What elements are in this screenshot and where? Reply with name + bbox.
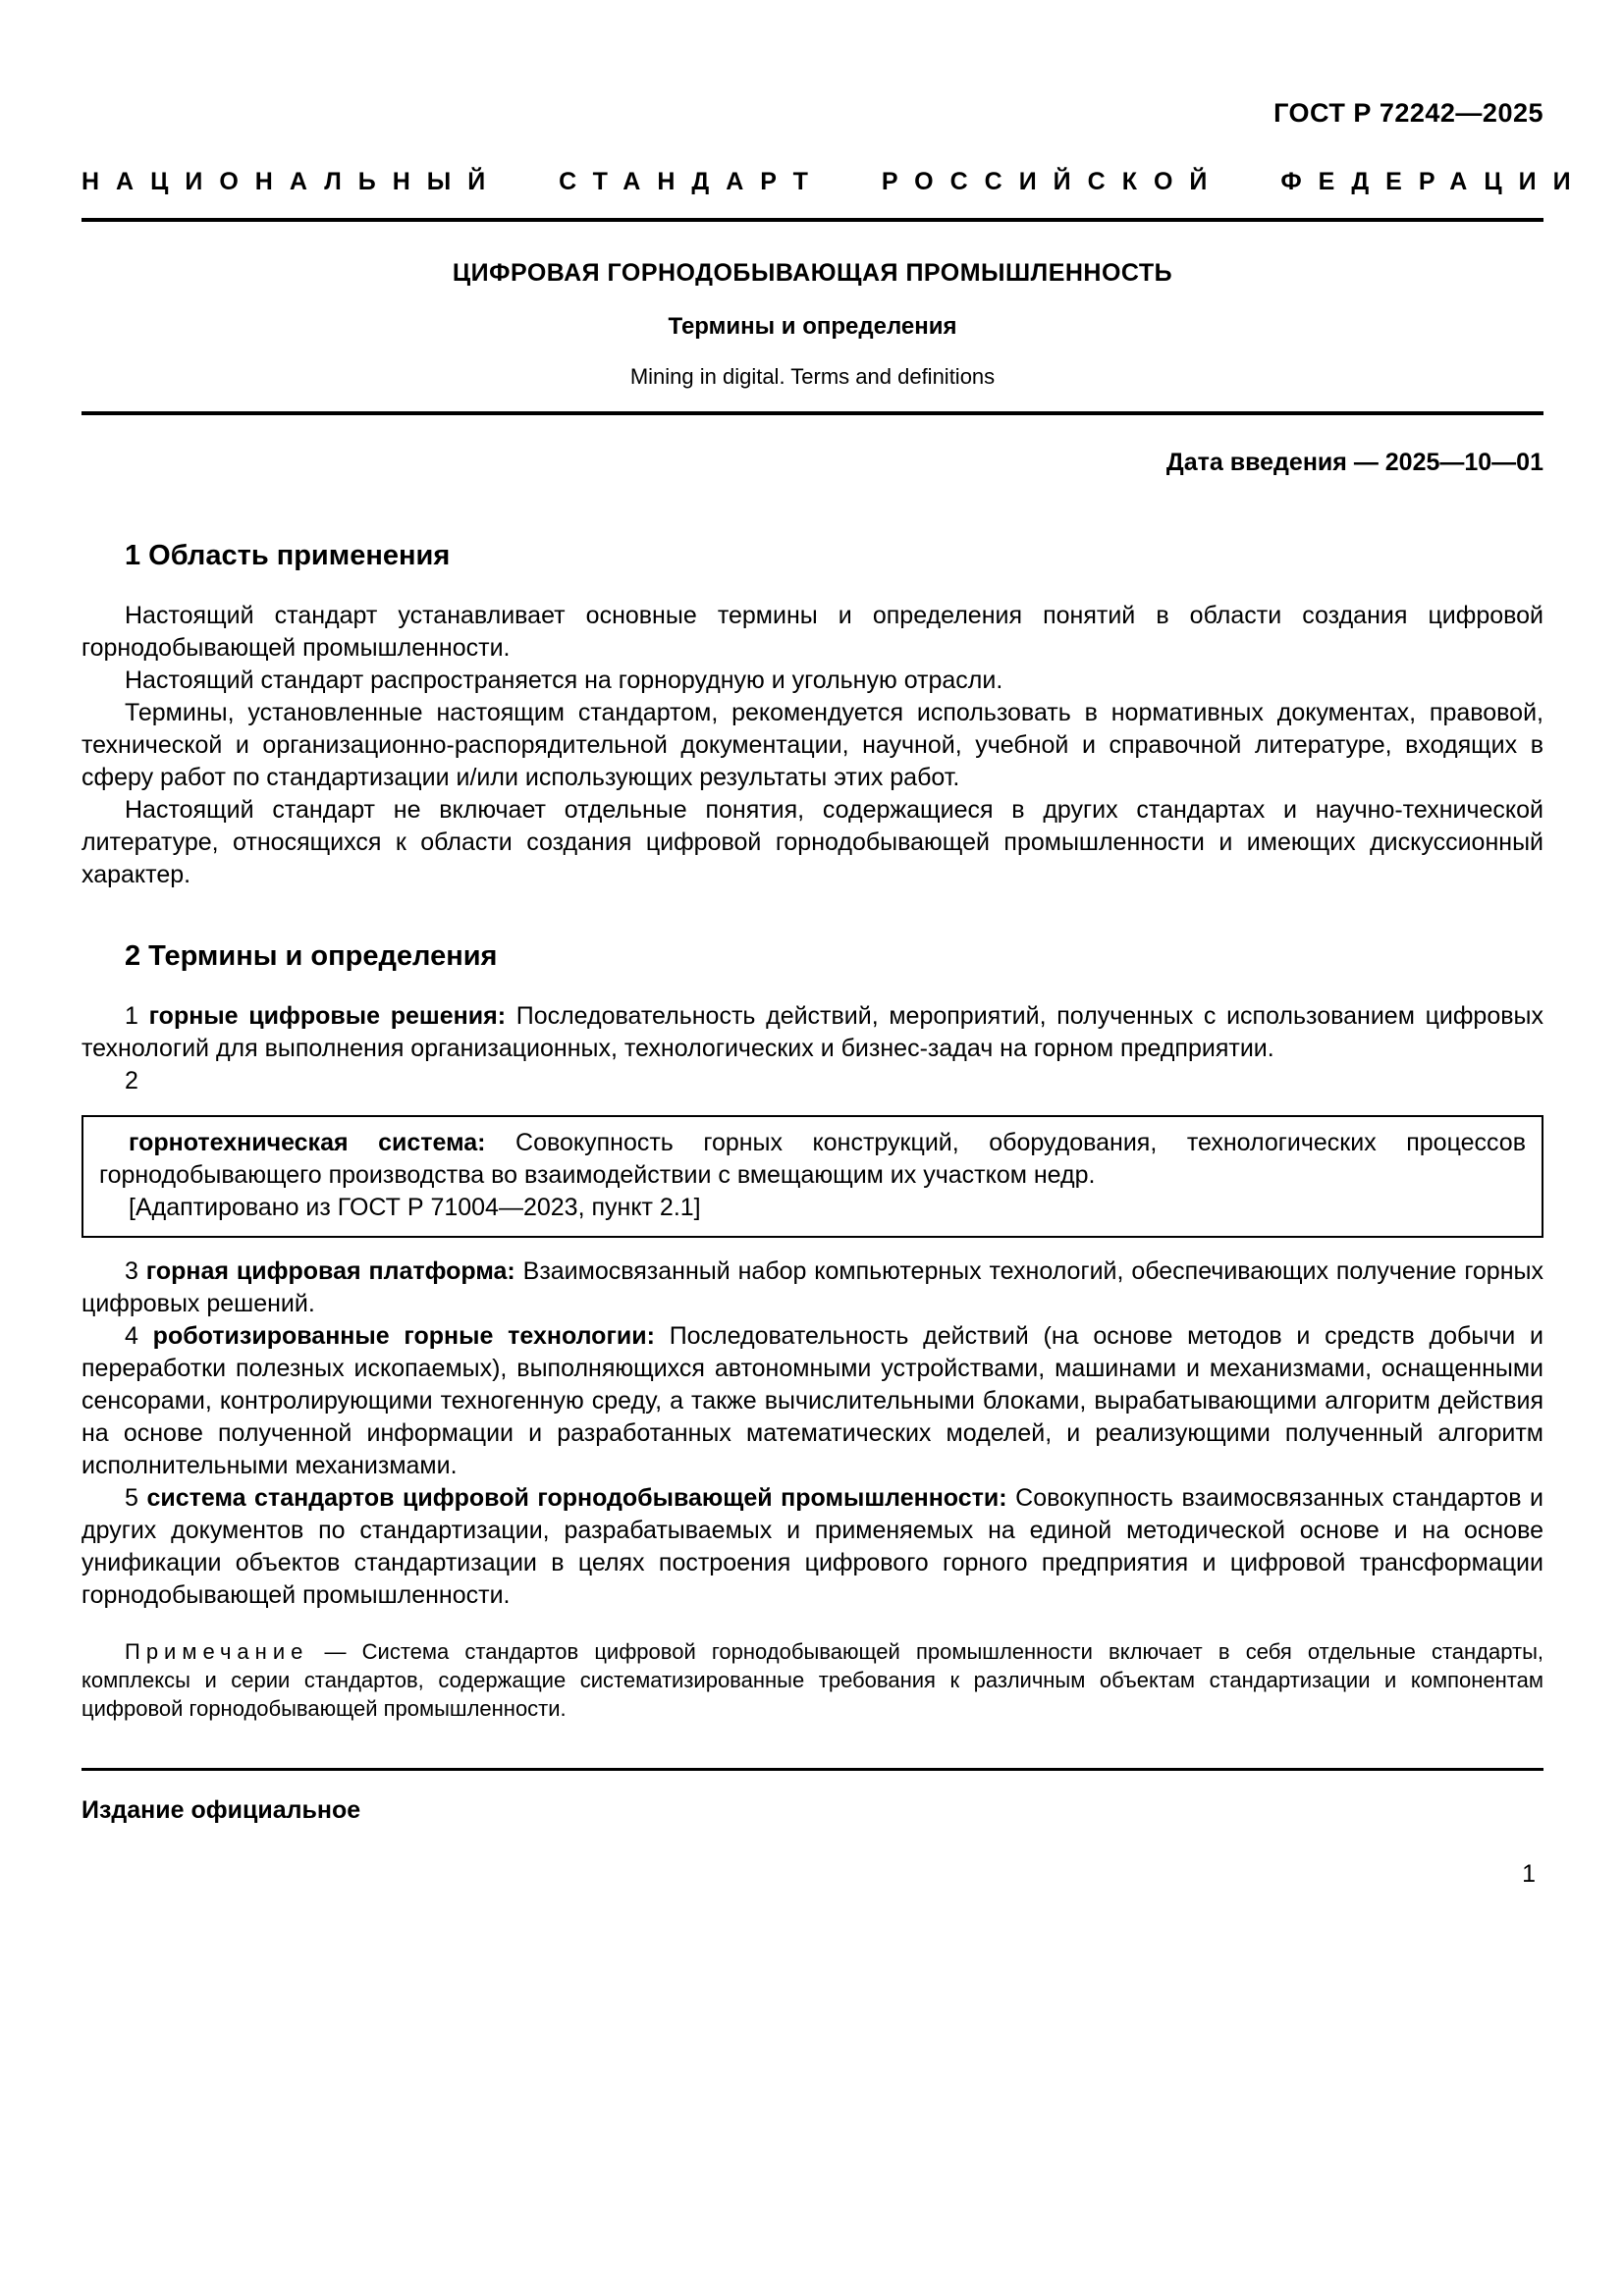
boxed-term-source: [Адаптировано из ГОСТ Р 71004—2023, пункт 2.1] — [129, 1194, 701, 1221]
term-definition: Последовательность действий, мероприятий, полученных с использованием цифровых технологий для выполнения организационных, технологических и бизнес-задач на горном предприятии. — [81, 1002, 1543, 1062]
document-subtitle: Термины и определения — [668, 313, 957, 340]
boxed-term — [81, 1115, 1543, 1238]
term-entry-1 — [81, 1000, 1543, 1065]
top-rule — [81, 218, 1543, 222]
term-name: роботизированные горные технологии: — [152, 1322, 655, 1350]
term-name: система стандартов цифровой горнодобывающей промышленности: — [146, 1484, 1007, 1512]
document-title-english: Mining in digital. Terms and definitions — [629, 364, 996, 389]
document-title: ЦИФРОВАЯ ГОРНОДОБЫВАЮЩАЯ ПРОМЫШЛЕННОСТЬ — [452, 259, 1173, 287]
title-rule — [81, 411, 1543, 415]
term-definition: Взаимосвязанный набор компьютерных технологий, обеспечивающих получение горных цифровых решений. — [81, 1257, 1543, 1317]
term-definition: Последовательность действий (на основе методов и средств добычи и переработки полезных ископаемых), выполняющихся автономными устройствами, машинами и механизмами, оснащенными сенсорами, контролирующими техногенную среду, а также вычислительными блоками, вырабатывающими алгоритм действия на основе полученной информации и разработанных математических моделей, и реализующими полученный алгоритм исполнительными механизмами. — [81, 1322, 1543, 1479]
term-name: горнотехническая система: — [129, 1129, 486, 1156]
note-label: Примечание — [125, 1639, 309, 1664]
page-number: 1 — [1522, 1860, 1536, 1888]
term-definition: Совокупность горных конструкций, оборудования, технологических процессов горнодобывающего производства во взаимодействии с вмещающим их участком недр. — [99, 1129, 1526, 1189]
term-number: 4 — [125, 1322, 138, 1350]
term-name: горная цифровая платформа: — [145, 1257, 515, 1285]
term-entry-3 — [81, 1255, 1543, 1320]
section-1-heading: 1 Область применения — [125, 540, 451, 571]
term-number-2: 2 — [125, 1067, 138, 1095]
paragraph: Настоящий стандарт не включает отдельные понятия, содержащиеся в других стандартах и научно-технической литературе, относящихся к области создания цифровой горнодобывающей промышленности и имеющих дискуссионный характер. — [81, 796, 1543, 888]
term-number: 3 — [125, 1257, 138, 1285]
official-edition-label: Издание официальное — [81, 1796, 361, 1824]
introduction-date: Дата введения — 2025—10—01 — [1165, 449, 1543, 476]
section-2-heading: 2 Термины и определения — [125, 940, 498, 972]
term-entry-4 — [81, 1320, 1543, 1482]
term-name: горные цифровые решения: — [148, 1002, 507, 1030]
national-standard-banner: НАЦИОНАЛЬНЫЙ СТАНДАРТ РОССИЙСКОЙ ФЕДЕРАЦИИ — [81, 168, 1588, 195]
section-1-body — [81, 600, 1543, 891]
boxed-term-entry — [99, 1127, 1526, 1192]
note-text: — Система стандартов цифровой горнодобывающей промышленности включает в себя отдельные стандарты, комплексы и серии стандартов, содержащие систематизированные требования к различным объектам стандартизации и компонентам цифровой горнодобывающей промышленности. — [81, 1639, 1543, 1721]
paragraph: Настоящий стандарт устанавливает основные термины и определения понятий в области создания цифровой горнодобывающей промышленности. — [81, 602, 1543, 662]
paragraph: Настоящий стандарт распространяется на горнорудную и угольную отрасли. — [125, 667, 1003, 694]
paragraph: Термины, установленные настоящим стандартом, рекомендуется использовать в нормативных документах, правовой, технической и организационно-распорядительной документации, научной, учебной и справочной литературе, входящих в сферу работ по стандартизации и/или использующих результаты этих работ. — [81, 699, 1543, 791]
term-number: 5 — [125, 1484, 138, 1512]
term-definition: Совокупность взаимосвязанных стандартов и других документов по стандартизации, разрабатываемых и применяемых на единой методической основе и на основе унификации объектов стандартизации в целях построения цифрового горного предприятия и цифровой трансформации горнодобывающей промышленности. — [81, 1484, 1544, 1609]
section-2-body — [81, 1000, 1543, 1723]
term-number: 1 — [125, 1002, 138, 1030]
note — [81, 1637, 1543, 1723]
term-entry-5 — [81, 1482, 1543, 1612]
footer-rule — [81, 1768, 1543, 1771]
document-code: ГОСТ Р 72242—2025 — [1273, 98, 1543, 128]
